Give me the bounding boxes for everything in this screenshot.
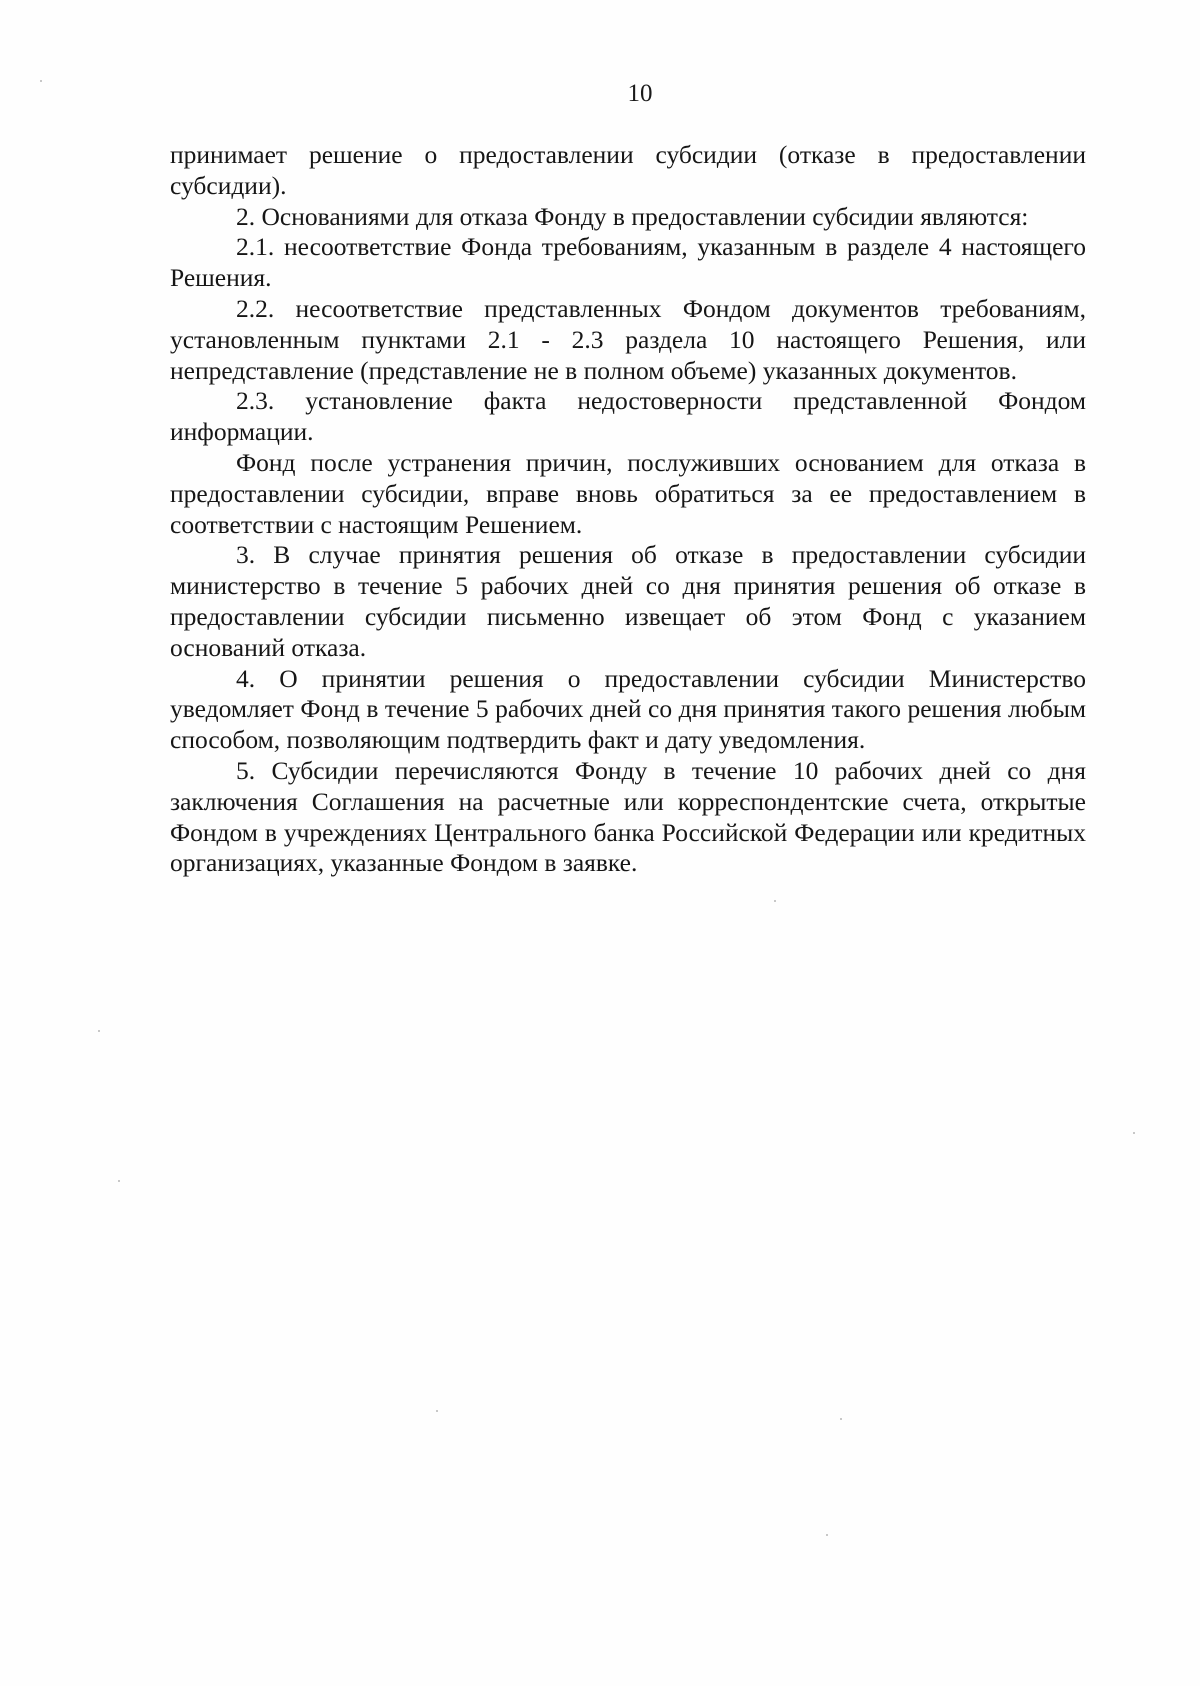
paragraph-item-2: 2. Основаниями для отказа Фонду в предоставлении субсидии являются:	[236, 201, 1029, 231]
paragraph-item-5: 5. Субсидии перечисляются Фонду в течение 10 рабочих дней со дня заключения Соглашения на расчетные или корреспондентские счета, открытые Фондом в учреждениях Центрального банка Российской Федерации или кредитных организациях, указанные Фондом в заявке.	[170, 755, 1086, 878]
paragraph-item-2-3: 2.3. установление факта недостоверности представленной Фондом информации.	[170, 386, 1086, 447]
scan-speck	[40, 80, 42, 82]
document-body	[170, 140, 1086, 879]
paragraph-item-2-2: 2.2. несоответствие представленных Фондом документов требованиям, установленным пунктами 2.1 - 2.3 раздела 10 настоящего Решения, или непредставление (представление не в полном объеме) указанных документов.	[170, 293, 1086, 385]
scan-speck	[826, 1534, 828, 1536]
scan-speck	[98, 1030, 100, 1032]
paragraph-item-4: 4. О принятии решения о предоставлении субсидии Министерство уведомляет Фонд в течение 5 рабочих дней со дня принятия такого решения любым способом, позволяющим подтвердить факт и дату уведомления.	[170, 663, 1086, 755]
paragraph-item-3: 3. В случае принятия решения об отказе в предоставлении субсидии министерство в течение 5 рабочих дней со дня принятия решения об отказе в предоставлении субсидии письменно извещает об этом Фонд с указанием оснований отказа.	[170, 540, 1086, 662]
paragraph-item-2-1: 2.1. несоответствие Фонда требованиям, указанным в разделе 4 настоящего Решения.	[170, 232, 1086, 293]
paragraph-reapply: Фонд после устранения причин, послуживших основанием для отказа в предоставлении субсидии, вправе вновь обратиться за ее предоставлением в соответствии с настоящим Решением.	[170, 447, 1086, 539]
scan-speck	[118, 1180, 120, 1182]
page-number: 10	[627, 80, 653, 107]
scan-speck	[840, 1418, 842, 1420]
scan-speck	[774, 900, 776, 902]
scan-speck	[436, 1410, 438, 1412]
scan-speck	[1133, 1132, 1135, 1134]
paragraph-continuation: принимает решение о предоставлении субсидии (отказе в предоставлении субсидии).	[170, 140, 1086, 200]
